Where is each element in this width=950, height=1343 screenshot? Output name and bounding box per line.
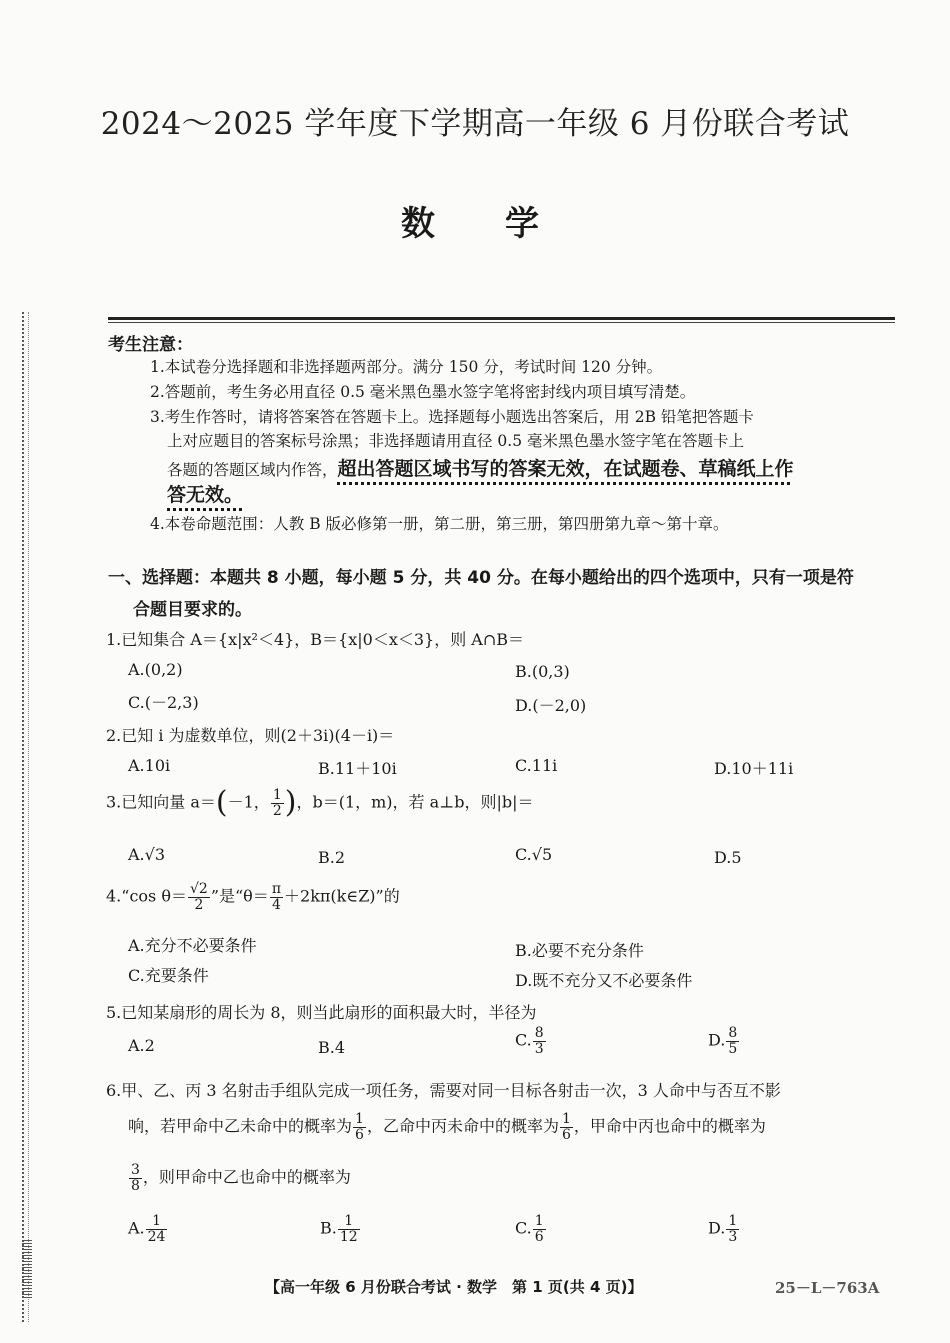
q3-option-a: A.√3 <box>128 845 166 864</box>
q5-option-d: D. $\frac{8}{5}$ <box>708 1025 738 1057</box>
q3-option-c: C.√5 <box>515 845 553 864</box>
q4-option-b: B.必要不充分条件 <box>515 941 644 960</box>
question-5-stem: 5.已知某扇形的周长为 8，则当此扇形的面积最大时，半径为 <box>106 1003 537 1022</box>
q5-option-b: B.4 <box>318 1038 346 1057</box>
q6-fraction-1: $\frac{1}{6}$ <box>355 1111 364 1143</box>
notice-emphasis-2: 答无效。 <box>167 484 244 506</box>
q5-option-a: A.2 <box>128 1036 155 1055</box>
q3-stem-post: ，b＝(1，m)，若 a⊥b，则|b|＝ <box>296 792 534 812</box>
notice-item-4: 4.本卷命题范围：人教 B 版必修第一册，第二册，第三册，第四册第九章～第十章。 <box>150 515 729 533</box>
q6-fraction-3: $\frac{3}{8}$ <box>131 1162 140 1194</box>
notice-item-2: 2.答题前，考生务必用直径 0.5 毫米黑色墨水签字笔将密封线内项目填写清楚。 <box>150 383 696 401</box>
q6-option-d: D. $\frac{1}{3}$ <box>708 1213 738 1245</box>
question-6-line-3: $\frac{3}{8}$ ，则甲命中乙也命中的概率为 <box>131 1162 351 1194</box>
question-3-stem: 3.已知向量 a＝(－1， $\frac{1}{2}$ )，b＝(1，m)，若 a⊥b，则|b|＝ <box>106 785 534 821</box>
divider-thick <box>108 317 895 320</box>
q6-option-c: C. $\frac{1}{6}$ <box>515 1213 544 1245</box>
q5-option-c: C. $\frac{8}{3}$ <box>515 1025 544 1057</box>
q2-option-c: C.11i <box>515 756 558 775</box>
page-footer: 【高一年级 6 月份联合考试 · 数学 第 1 页(共 4 页)】 <box>265 1278 643 1296</box>
exam-title: 2024～2025 学年度下学期高一年级 6 月份联合考试 <box>100 106 850 142</box>
q4-option-a: A.充分不必要条件 <box>128 936 257 955</box>
section-1-heading-cont: 合题目要求的。 <box>133 600 252 620</box>
binding-line <box>22 312 29 1322</box>
q6-option-b: B. $\frac{1}{12}$ <box>320 1213 358 1245</box>
q4-option-c: C.充要条件 <box>128 966 209 985</box>
q3-option-b: B.2 <box>318 848 346 867</box>
q6-fraction-2: $\frac{1}{6}$ <box>561 1111 571 1143</box>
q6-option-a: A. $\frac{1}{24}$ <box>128 1213 166 1245</box>
q3-stem-pre: 3.已知向量 a＝ <box>106 792 216 812</box>
q4-fraction-2: $\frac{\pi}{4}$ <box>271 881 282 913</box>
notice-item-1: 1.本试卷分选择题和非选择题两部分。满分 150 分，考试时间 120 分钟。 <box>150 358 663 376</box>
notice-item-3-line-2: 上对应题目的答案标号涂黑；非选择题请用直径 0.5 毫米黑色墨水签字笔在答题卡上 <box>167 432 745 450</box>
q4-stem-mid: ”是“θ＝ <box>210 886 269 906</box>
q4-stem-post: ＋2kπ(k∈Z)”的 <box>284 886 400 906</box>
question-6-line-2: 响，若甲命中乙未命中的概率为 $\frac{1}{6}$ ，乙命中丙未命中的概率为 $\frac{1}{6}$ ，甲命中丙也命中的概率为 <box>128 1111 766 1143</box>
notice-emphasis-1: 超出答题区域书写的答案无效，在试题卷、草稿纸上作 <box>337 458 794 480</box>
subject-title: 数学 <box>401 204 609 244</box>
q2-option-a: A.10i <box>128 756 171 775</box>
q1-option-a: A.(0,2) <box>128 660 183 679</box>
notice-item-3-line-3 <box>167 454 794 481</box>
binding-marks <box>22 1238 32 1298</box>
notice-item-3-line-1: 3.考生作答时，请将答案答在答题卡上。选择题每小题选出答案后，用 2B 铅笔把答题卡 <box>150 408 754 426</box>
notice-heading: 考生注意： <box>108 335 193 355</box>
q3-fraction: $\frac{1}{2}$ <box>272 787 282 819</box>
question-1-stem: 1.已知集合 A＝{x|x²＜4}，B＝{x|0＜x＜3}，则 A∩B＝ <box>106 630 525 649</box>
q4-option-d: D.既不充分又不必要条件 <box>515 971 693 990</box>
q1-option-c: C.(－2,3) <box>128 693 199 712</box>
q4-fraction-1: $\frac{√2}{2}$ <box>189 881 208 913</box>
question-6-line-1: 6.甲、乙、丙 3 名射击手组队完成一项任务，需要对同一目标各射击一次，3 人命中与否互不影 <box>106 1081 781 1100</box>
q1-option-b: B.(0,3) <box>515 662 570 681</box>
q3-stem-inner: －1， <box>227 792 270 812</box>
q3-option-d: D.5 <box>714 848 742 867</box>
notice-item-3-text: 各题的答题区域内作答， <box>167 461 338 479</box>
q2-option-d: D.10＋11i <box>714 759 794 778</box>
question-2-stem: 2.已知 i 为虚数单位，则(2＋3i)(4－i)＝ <box>106 726 395 745</box>
notice-item-3-line-4 <box>167 480 243 507</box>
section-1-heading: 一、选择题：本题共 8 小题，每小题 5 分，共 40 分。在每小题给出的四个选项中，只有一项是符 <box>108 568 854 588</box>
q2-option-b: B.11＋10i <box>318 759 397 778</box>
question-4-stem <box>106 882 400 912</box>
q4-stem-pre: 4.“cos θ＝ <box>106 886 187 906</box>
exam-code: 25－L－763A <box>775 1279 880 1297</box>
q1-option-d: D.(－2,0) <box>515 696 587 715</box>
divider-thin <box>108 322 895 323</box>
